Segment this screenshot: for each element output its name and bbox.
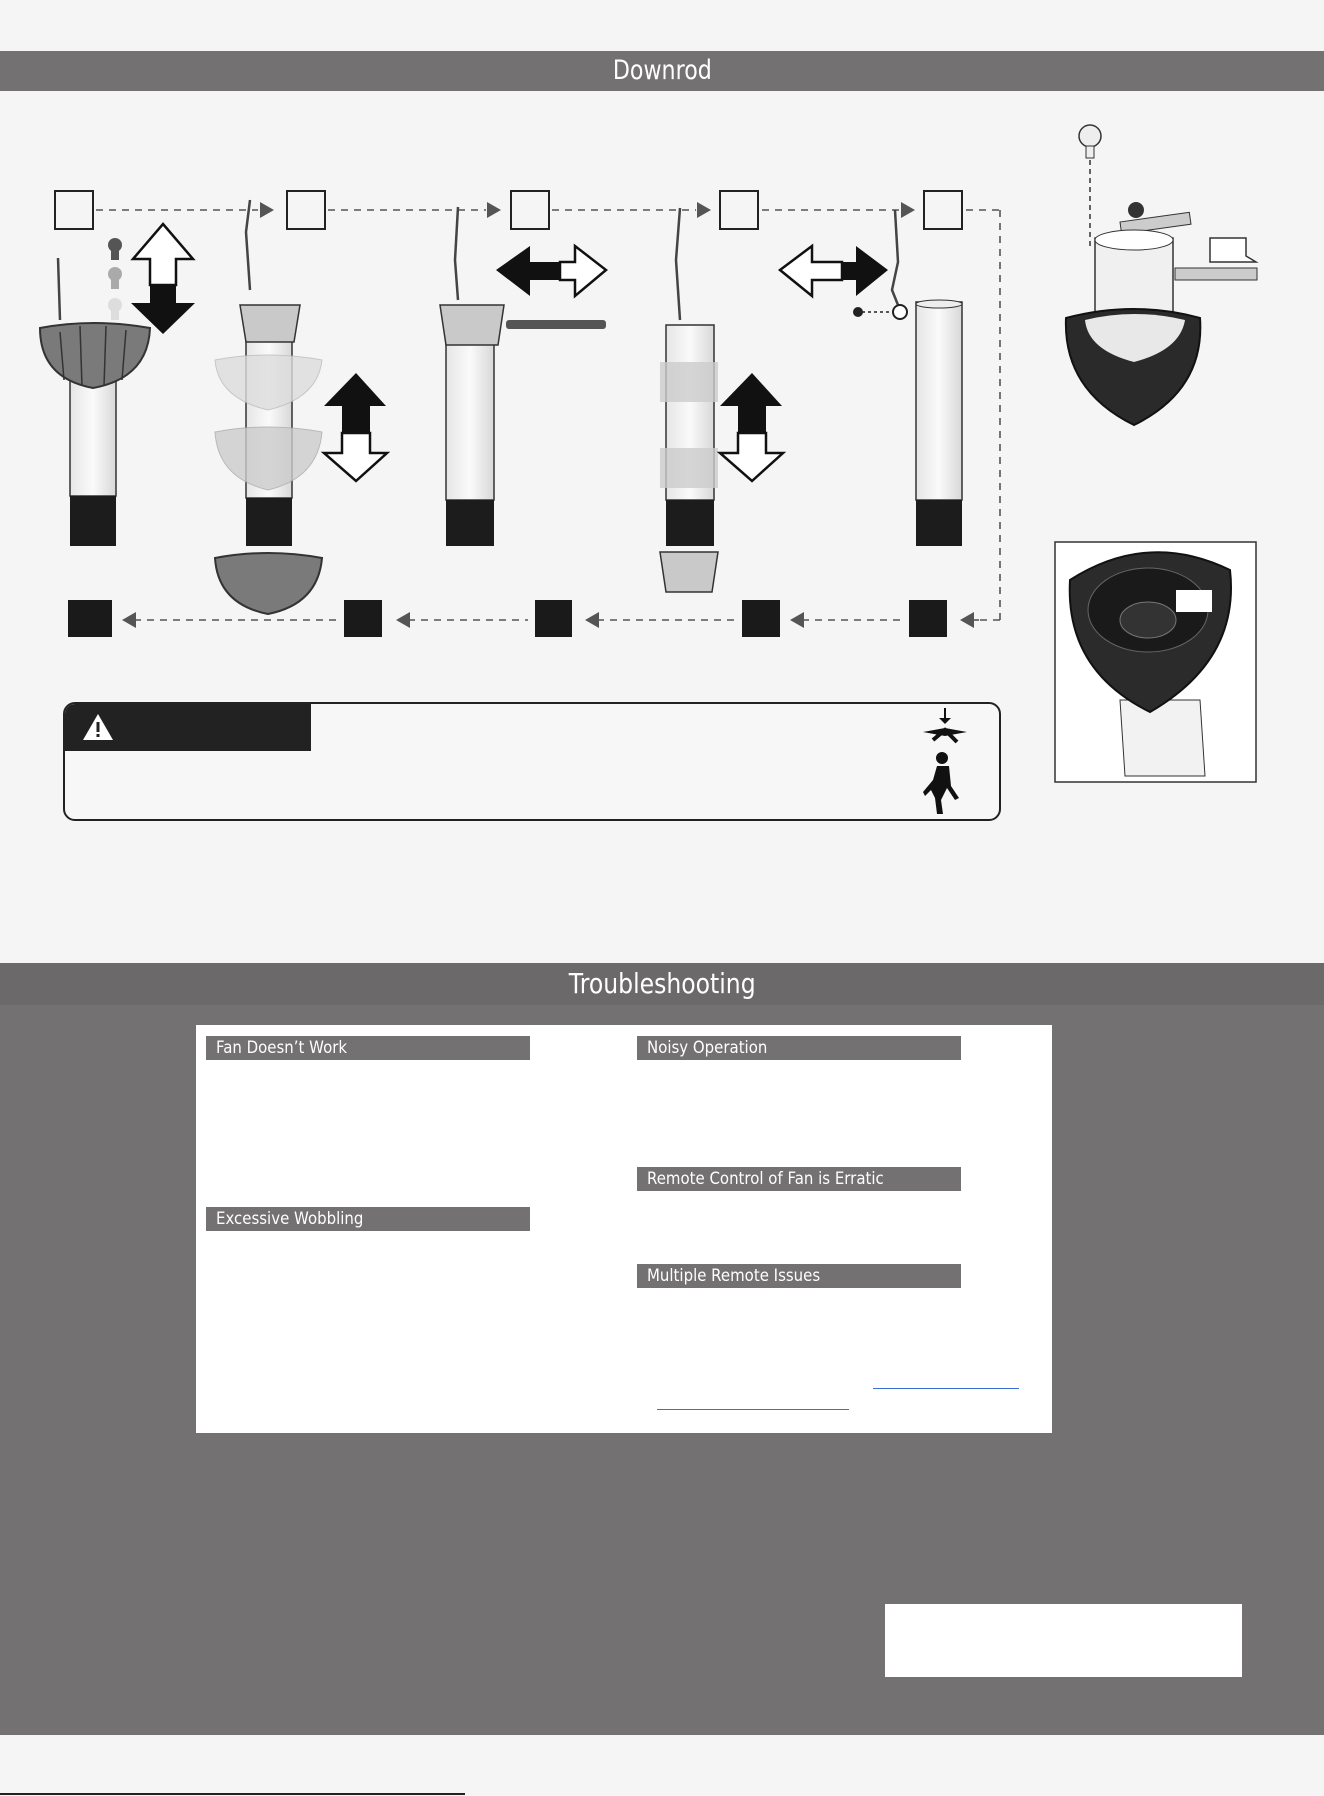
step4-illustration [660, 208, 783, 592]
excessive-wobbling-heading: Excessive Wobbling [206, 1207, 530, 1231]
noisy-operation-heading: Noisy Operation [637, 1036, 961, 1060]
remote-control-erratic-heading: Remote Control of Fan is Erratic [637, 1167, 961, 1191]
step5-illustration [780, 210, 962, 546]
warning-triangle-icon [81, 712, 115, 742]
canopy-detail-illustration [1066, 125, 1257, 425]
step3-illustration [440, 207, 606, 546]
warning-label [65, 704, 311, 751]
support-link-underline[interactable] [873, 1388, 1019, 1389]
step-boxes-bottom [68, 600, 947, 637]
downrod-title: Downrod [612, 55, 712, 86]
support-link-underline-2[interactable] [657, 1409, 849, 1410]
step1-illustration [40, 224, 195, 546]
troubleshooting-title: Troubleshooting [568, 967, 756, 1000]
downrod-section-header [0, 51, 1324, 91]
fan-doesnt-work-heading: Fan Doesn’t Work [206, 1036, 530, 1060]
footer-rule [0, 1793, 465, 1795]
multiple-remote-issues-heading: Multiple Remote Issues [637, 1264, 961, 1288]
info-box [885, 1604, 1242, 1677]
troubleshooting-panel [196, 1025, 1052, 1433]
step2-illustration [215, 200, 387, 614]
warning-box [63, 702, 1001, 821]
falling-fan-hazard-icon [915, 706, 975, 818]
canopy-inset-illustration [1055, 542, 1256, 782]
troubleshooting-header [0, 963, 1324, 1005]
